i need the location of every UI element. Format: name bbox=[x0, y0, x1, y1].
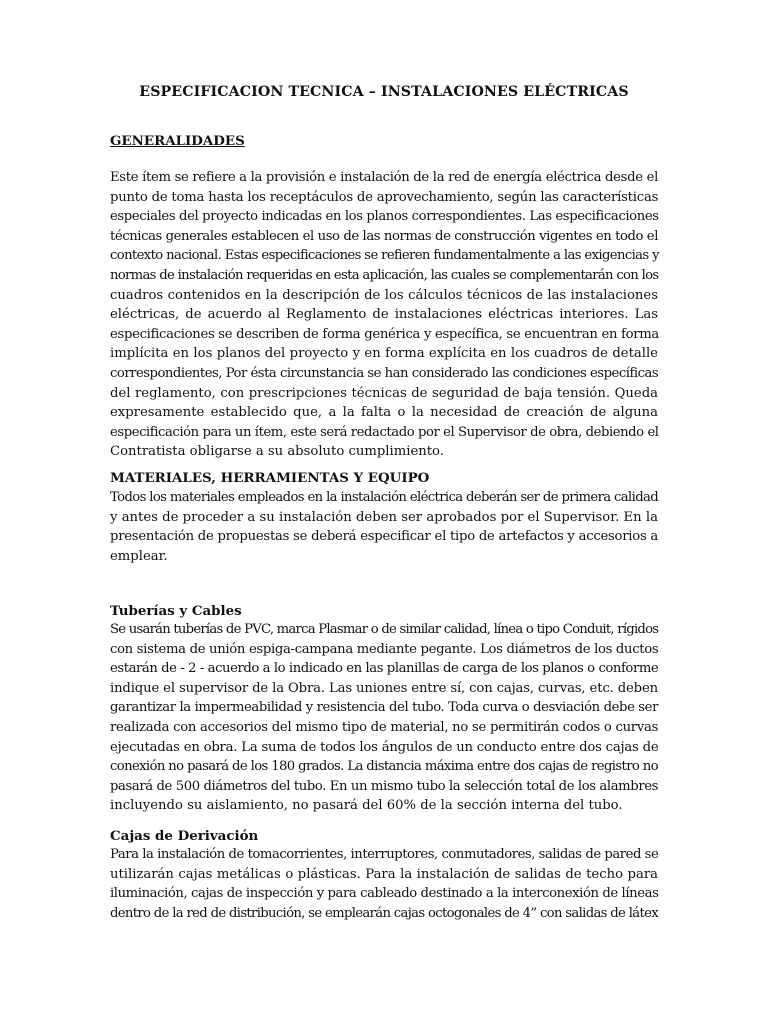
text-line: incluyendo su aislamiento, no pasará del 60% de la sección interna del tubo. bbox=[110, 798, 623, 814]
text-line: iluminación, cajas de inspección y para cableado destinado a la interconexión de líneas bbox=[110, 886, 659, 902]
text-line: realizada con accesorios del mismo tipo de material, no se permitirán codos o curvas bbox=[110, 719, 659, 735]
document-title: ESPECIFICACION TECNICA – INSTALACIONES ELÉCTRICAS bbox=[139, 84, 629, 100]
paragraph-materiales bbox=[110, 488, 658, 566]
text-line: pasará de 500 diámetros del tubo. En un mismo tubo la selección total de los alambres bbox=[110, 778, 659, 794]
paragraph-generalidades bbox=[110, 168, 658, 462]
text-line: ejecutadas en obra. La suma de todos los ángulos de un conducto entre dos cajas de bbox=[110, 739, 659, 755]
text-line: del reglamento, con prescripciones técnicas de seguridad de baja tensión. Queda bbox=[110, 385, 658, 401]
section-heading-generalidades: GENERALIDADES bbox=[110, 133, 245, 149]
text-line: garantizar la impermeabilidad y resistencia del tubo. Toda curva o desviación debe ser bbox=[110, 700, 658, 716]
text-line: cuadros contenidos en la descripción de los cálculos técnicos de las instalaciones bbox=[110, 287, 658, 303]
text-line: y antes de proceder a su instalación deben ser aprobados por el Supervisor. En la bbox=[110, 509, 658, 525]
text-line: presentación de propuestas se deberá especificar el tipo de artefactos y accesorios a bbox=[110, 529, 659, 545]
text-line: Todos los materiales empleados en la instalación eléctrica deberán ser de primera calidad bbox=[110, 490, 659, 505]
paragraph-cajas bbox=[110, 845, 658, 923]
text-line: dentro de la red de distribución, se emplearán cajas octogonales de 4” con salidas de látex bbox=[110, 905, 658, 921]
section-heading-tuberias: Tuberías y Cables bbox=[110, 603, 242, 619]
text-line: Este ítem se refiere a la provisión e instalación de la red de energía eléctrica desde el bbox=[110, 170, 658, 185]
text-line: utilizarán cajas metálicas o plásticas. Para la instalación de salidas de techo para bbox=[110, 866, 658, 882]
text-line: técnicas generales establecen el uso de las normas de construcción vigentes en todo el bbox=[110, 228, 658, 244]
text-line: indique el supervisor de la Obra. Las uniones entre sí, con cajas, curvas, etc. deben bbox=[110, 680, 658, 696]
text-line: emplear. bbox=[110, 548, 168, 564]
text-line: normas de instalación requeridas en esta aplicación, las cuales se complementarán con los bbox=[110, 267, 659, 283]
text-line: Se usarán tuberías de PVC, marca Plasmar o de similar calidad, línea o tipo Conduit, rígidos bbox=[110, 622, 659, 637]
text-line: conexión no pasará de los 180 grados. La distancia máxima entre dos cajas de registro no bbox=[110, 759, 658, 775]
text-line: especificaciones se describen de forma genérica y específica, se encuentran en forma bbox=[110, 326, 659, 342]
text-line: expresamente establecido que, a la falta o la necesidad de creación de alguna bbox=[110, 405, 658, 421]
text-line: Contratista obligarse a su absoluto cumplimiento. bbox=[110, 444, 444, 460]
text-line: correspondientes, Por ésta circunstancia se han considerado las condiciones específicas bbox=[110, 365, 659, 381]
text-line: punto de toma hasta los receptáculos de aprovechamiento, según las características bbox=[110, 189, 659, 205]
text-line: especiales del proyecto indicadas en los planos correspondientes. Las especificaciones bbox=[110, 209, 659, 225]
text-line: Para la instalación de tomacorrientes, interruptores, conmutadores, salidas de pared se bbox=[110, 847, 659, 862]
text-line: especificación para un ítem, este será redactado por el Supervisor de obra, debiendo el bbox=[110, 424, 659, 440]
section-heading-cajas: Cajas de Derivación bbox=[110, 828, 259, 844]
text-line: estarán de - 2 - acuerdo a lo indicado en las planillas de carga de los planos o conforme bbox=[110, 661, 659, 677]
text-line: contexto nacional. Estas especificaciones se refieren fundamentalmente a las exigencias y bbox=[110, 248, 659, 264]
paragraph-tuberias bbox=[110, 620, 658, 816]
text-line: implícita en los planos del proyecto y en forma explícita en los cuadros de detalle bbox=[110, 346, 658, 362]
text-line: con sistema de unión espiga-campana mediante pegante. Los diámetros de los ductos bbox=[110, 641, 659, 657]
section-heading-materiales: MATERIALES, HERRAMIENTAS Y EQUIPO bbox=[110, 470, 430, 486]
text-line: eléctricas, de acuerdo al Reglamento de instalaciones eléctricas interiores. Las bbox=[110, 307, 658, 323]
